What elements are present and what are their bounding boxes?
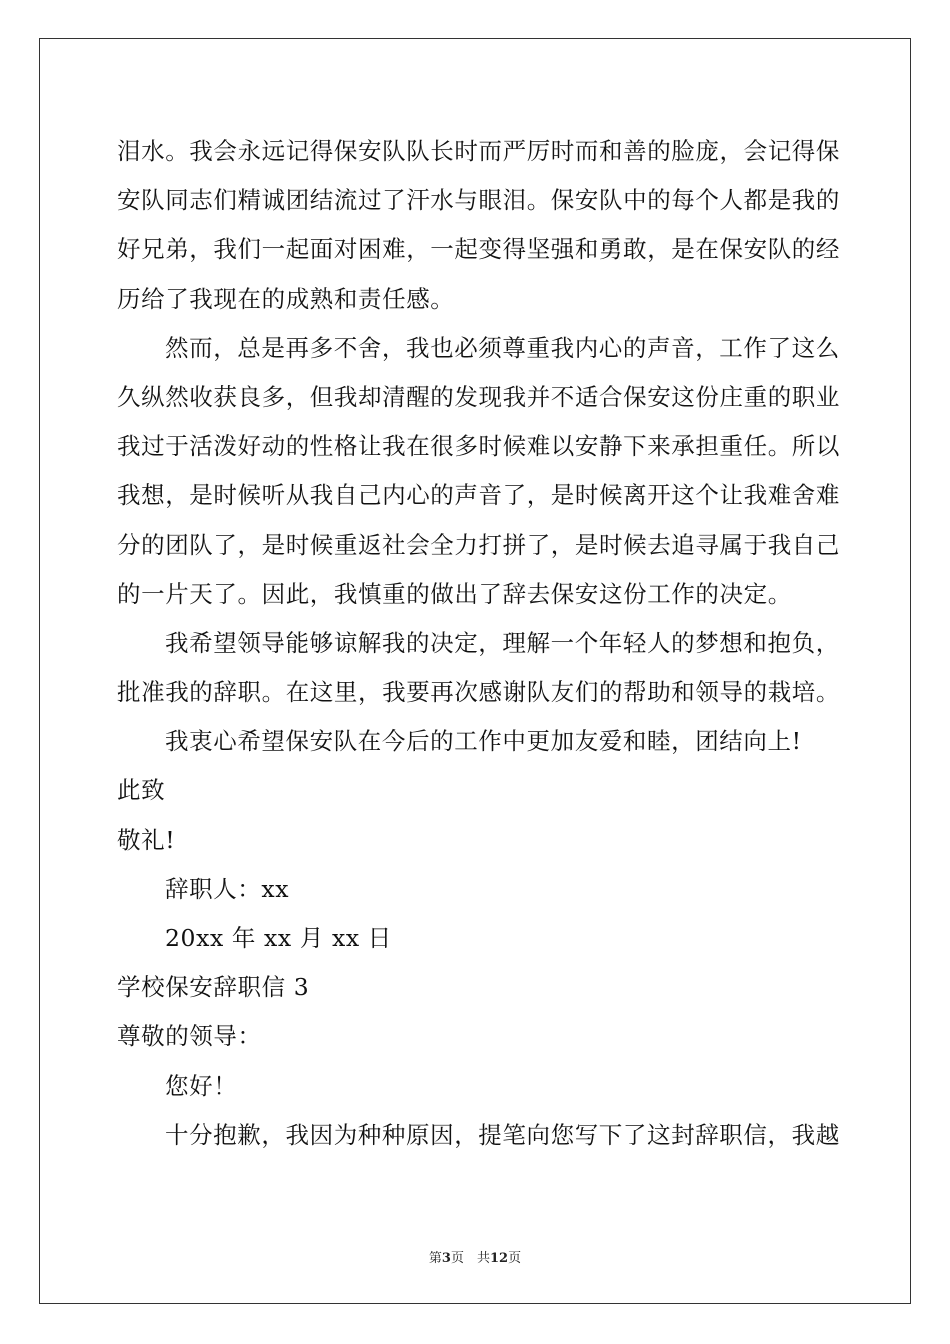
- text-line: 分的团队了，是时候重返社会全力打拼了，是时候去追寻属于我自己: [117, 530, 840, 559]
- greeting-recipient: 尊敬的领导：: [117, 1022, 262, 1051]
- greeting: 您好！: [165, 1071, 238, 1100]
- current-page-number: 3: [441, 1251, 451, 1266]
- text-line: 好兄弟，我们一起面对困难，一起变得坚强和勇敢，是在保安队的经: [117, 235, 840, 264]
- text-line: 泪水。我会永远记得保安队队长时而严厉时而和善的脸庞，会记得保: [117, 137, 840, 165]
- text-line: 我过于活泼好动的性格让我在很多时候难以安静下来承担重任。所以: [117, 432, 840, 461]
- text-line: 我衷心希望保安队在今后的工作中更加友爱和睦，团结向上!: [165, 727, 802, 756]
- text-line: 安队同志们精诚团结流过了汗水与眼泪。保安队中的每个人都是我的: [117, 186, 840, 215]
- footer-suffix: 页: [508, 1251, 522, 1266]
- closing-regards: 敬礼!: [117, 825, 176, 854]
- text-line: 批准我的辞职。在这里，我要再次感谢队友们的帮助和领导的栽培。: [117, 678, 840, 707]
- page-footer: [0, 1247, 950, 1266]
- text-line: 的一片天了。因此，我慎重的做出了辞去保安这份工作的决定。: [117, 579, 792, 608]
- signature-date: 20xx 年 xx 月 xx 日: [165, 924, 392, 952]
- text-line: 我希望领导能够谅解我的决定，理解一个年轻人的梦想和抱负，: [165, 628, 840, 657]
- total-pages-number: 12: [489, 1251, 509, 1266]
- text-line: 历给了我现在的成熟和责任感。: [117, 284, 455, 313]
- text-line: 然而，总是再多不舍，我也必须尊重我内心的声音，工作了这么: [165, 333, 840, 362]
- text-line: 十分抱歉，我因为种种原因，提笔向您写下了这封辞职信，我越: [165, 1120, 840, 1149]
- text-line: 我想，是时候听从我自己内心的声音了，是时候离开这个让我难舍难: [117, 481, 840, 510]
- footer-prefix: 第: [428, 1251, 442, 1266]
- signature-name: 辞职人：xx: [165, 874, 290, 903]
- document-body: [117, 127, 840, 1160]
- closing-salutation: 此致: [117, 776, 166, 805]
- text-line: 久纵然收获良多，但我却清醒的发现我并不适合保安这份庄重的职业: [117, 382, 840, 411]
- footer-middle: 页 共: [450, 1251, 490, 1266]
- section-title: 学校保安辞职信 3: [117, 973, 310, 1002]
